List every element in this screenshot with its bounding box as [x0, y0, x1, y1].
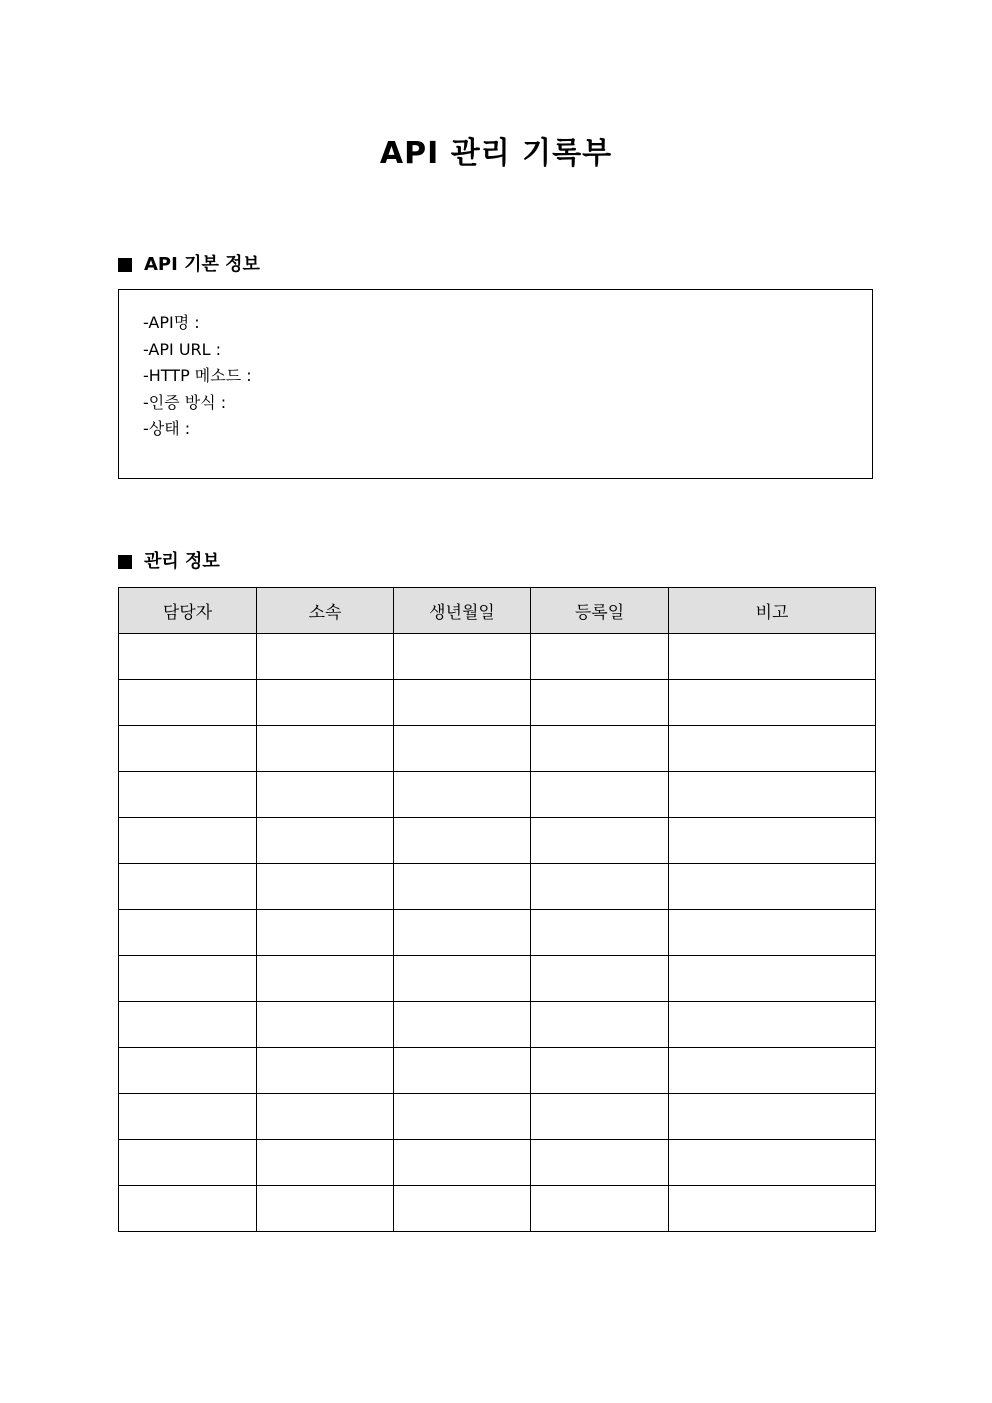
table-row — [119, 1186, 876, 1232]
table-row — [119, 1140, 876, 1186]
table-cell[interactable] — [119, 680, 257, 726]
table-cell[interactable] — [394, 1094, 531, 1140]
table-cell[interactable] — [531, 634, 669, 680]
table-cell[interactable] — [257, 1094, 394, 1140]
document-title: API 관리 기록부 — [379, 136, 613, 171]
table-cell[interactable] — [669, 680, 876, 726]
table-row — [119, 910, 876, 956]
table-cell[interactable] — [257, 818, 394, 864]
table-cell[interactable] — [531, 726, 669, 772]
table-cell[interactable] — [394, 634, 531, 680]
table-cell[interactable] — [257, 956, 394, 1002]
table-cell[interactable] — [257, 910, 394, 956]
table-cell[interactable] — [531, 910, 669, 956]
table-cell[interactable] — [119, 956, 257, 1002]
api-name-line: -API명 : — [143, 313, 200, 332]
http-method-line: -HTTP 메소드 : — [143, 366, 252, 385]
table-cell[interactable] — [531, 818, 669, 864]
table-cell[interactable] — [669, 726, 876, 772]
table-cell[interactable] — [394, 726, 531, 772]
table-cell[interactable] — [257, 1140, 394, 1186]
table-cell[interactable] — [119, 726, 257, 772]
table-row — [119, 772, 876, 818]
table-cell[interactable] — [531, 956, 669, 1002]
table-cell[interactable] — [257, 1002, 394, 1048]
status-line: -상태 : — [143, 419, 191, 438]
table-row — [119, 726, 876, 772]
table-cell[interactable] — [669, 1048, 876, 1094]
table-cell[interactable] — [531, 1048, 669, 1094]
table-cell[interactable] — [669, 910, 876, 956]
table-cell[interactable] — [119, 1140, 257, 1186]
section-heading-management-info — [118, 550, 220, 574]
table-body — [119, 634, 876, 1232]
table-cell[interactable] — [394, 1048, 531, 1094]
management-table — [118, 587, 876, 1232]
square-bullet-icon — [118, 555, 132, 569]
table-cell[interactable] — [669, 1186, 876, 1232]
table-cell[interactable] — [394, 1140, 531, 1186]
table-cell[interactable] — [669, 818, 876, 864]
api-url-line: -API URL : — [143, 339, 222, 359]
table-cell[interactable] — [257, 680, 394, 726]
table-cell[interactable] — [257, 1186, 394, 1232]
table-cell[interactable] — [257, 634, 394, 680]
table-row — [119, 1048, 876, 1094]
table-cell[interactable] — [669, 1002, 876, 1048]
table-row — [119, 1002, 876, 1048]
table-row — [119, 956, 876, 1002]
table-row — [119, 680, 876, 726]
section-heading-label: API 기본 정보 — [144, 254, 260, 275]
table-cell[interactable] — [531, 1186, 669, 1232]
table-cell[interactable] — [669, 864, 876, 910]
table-row — [119, 634, 876, 680]
table-cell[interactable] — [394, 1186, 531, 1232]
table-cell[interactable] — [669, 1140, 876, 1186]
section-heading-label: 관리 정보 — [144, 551, 220, 572]
table-cell[interactable] — [669, 634, 876, 680]
table-row — [119, 864, 876, 910]
table-cell[interactable] — [119, 1048, 257, 1094]
column-header-manager: 담당자 — [119, 588, 257, 634]
table-cell[interactable] — [257, 772, 394, 818]
table-cell[interactable] — [531, 864, 669, 910]
table-cell[interactable] — [394, 956, 531, 1002]
table-cell[interactable] — [531, 1140, 669, 1186]
table-cell[interactable] — [119, 818, 257, 864]
square-bullet-icon — [118, 258, 132, 272]
table-cell[interactable] — [257, 864, 394, 910]
table-cell[interactable] — [119, 910, 257, 956]
column-header-remarks: 비고 — [669, 588, 876, 634]
table-cell[interactable] — [119, 634, 257, 680]
table-row — [119, 818, 876, 864]
auth-method-line: -인증 방식 : — [143, 392, 227, 412]
table-cell[interactable] — [531, 1094, 669, 1140]
table-header-row — [119, 588, 876, 634]
table-cell[interactable] — [531, 680, 669, 726]
table-row — [119, 1094, 876, 1140]
table-cell[interactable] — [257, 726, 394, 772]
table-cell[interactable] — [669, 1094, 876, 1140]
table-cell[interactable] — [394, 818, 531, 864]
table-cell[interactable] — [119, 1094, 257, 1140]
table-cell[interactable] — [669, 956, 876, 1002]
table-cell[interactable] — [394, 772, 531, 818]
table-cell[interactable] — [531, 772, 669, 818]
section-heading-basic-info — [118, 253, 260, 277]
column-header-registration-date: 등록일 — [531, 588, 669, 634]
table-cell[interactable] — [394, 1002, 531, 1048]
column-header-affiliation: 소속 — [257, 588, 394, 634]
column-header-birthdate: 생년월일 — [394, 588, 531, 634]
table-cell[interactable] — [394, 680, 531, 726]
table-cell[interactable] — [669, 772, 876, 818]
table-cell[interactable] — [119, 864, 257, 910]
table-cell[interactable] — [119, 1186, 257, 1232]
table-cell[interactable] — [394, 910, 531, 956]
table-cell[interactable] — [119, 772, 257, 818]
table-cell[interactable] — [257, 1048, 394, 1094]
table-cell[interactable] — [119, 1002, 257, 1048]
table-cell[interactable] — [394, 864, 531, 910]
table-cell[interactable] — [531, 1002, 669, 1048]
basic-info-box — [118, 289, 873, 479]
